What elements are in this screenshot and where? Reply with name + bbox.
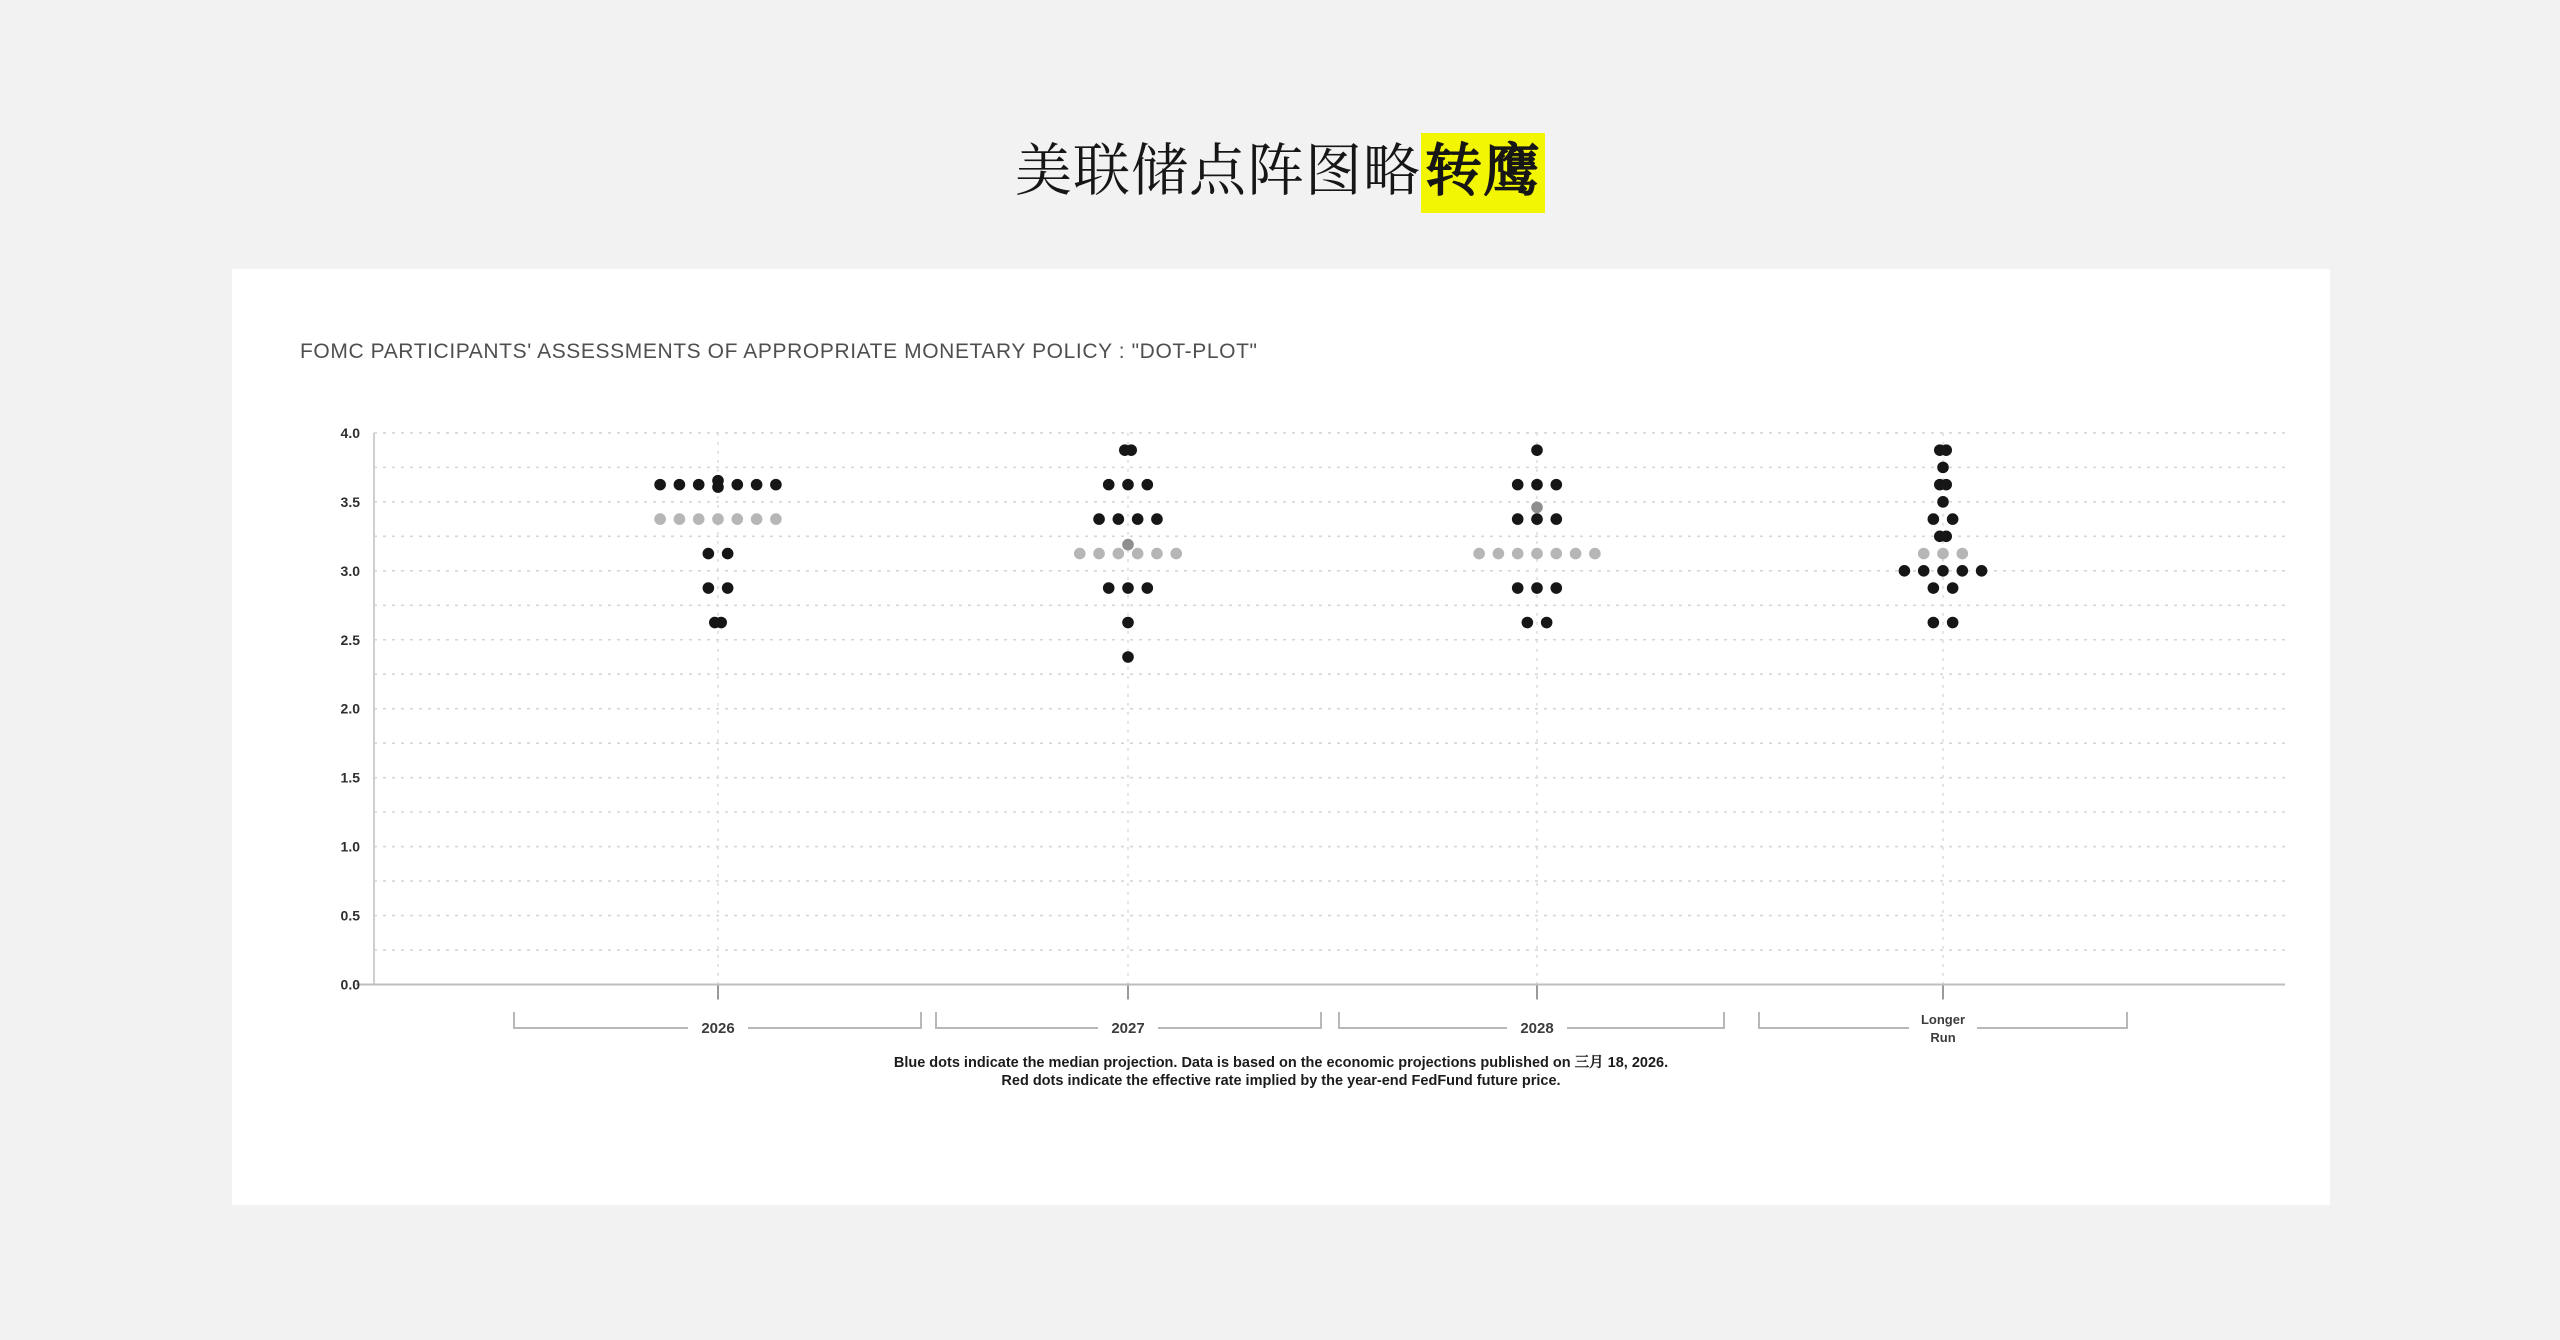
dot — [751, 479, 763, 491]
dot — [1937, 565, 1949, 577]
dot — [1976, 565, 1988, 577]
dot — [1531, 548, 1543, 560]
dot — [1928, 582, 1940, 594]
dot — [1928, 617, 1940, 629]
footnote-line-2: Red dots indicate the effective rate implied by the year-end FedFund future price. — [1001, 1073, 1561, 1089]
dot — [1142, 582, 1154, 594]
dot — [1151, 548, 1163, 560]
dot — [654, 479, 666, 491]
dot — [1512, 548, 1524, 560]
dot — [722, 582, 734, 594]
y-axis-label: 2.5 — [340, 631, 360, 648]
dot — [732, 513, 744, 525]
dot — [1531, 582, 1543, 594]
dot — [654, 513, 666, 525]
y-axis-label: 3.0 — [340, 562, 360, 579]
dot — [1918, 548, 1930, 560]
dot — [1899, 565, 1911, 577]
dot — [693, 479, 705, 491]
dot — [1125, 444, 1137, 456]
category-label: 2028 — [1520, 1020, 1554, 1037]
dot — [1093, 548, 1105, 560]
dot — [1551, 513, 1563, 525]
dot — [722, 548, 734, 560]
page-title-text: 美联储点阵图略 — [1015, 139, 1421, 203]
dot — [1113, 513, 1125, 525]
dot — [1122, 617, 1134, 629]
chart-title: FOMC PARTICIPANTS' ASSESSMENTS OF APPROPRIATE MONETARY POLICY : "DOT-PLOT" — [300, 340, 1258, 363]
y-axis-label: 0.0 — [340, 976, 360, 993]
dot — [712, 481, 724, 493]
dot — [693, 513, 705, 525]
dot — [1541, 617, 1553, 629]
y-axis-label: 4.0 — [340, 424, 360, 441]
y-axis-label: 3.5 — [340, 493, 360, 510]
dot — [1551, 479, 1563, 491]
dot — [1132, 513, 1144, 525]
dot — [715, 617, 727, 629]
y-axis-label: 0.5 — [340, 907, 360, 924]
dot — [1473, 548, 1485, 560]
dot — [1940, 531, 1952, 543]
dot — [1928, 513, 1940, 525]
dot — [1512, 513, 1524, 525]
category-label: Run — [1930, 1030, 1956, 1045]
dot — [1918, 565, 1930, 577]
dot — [1947, 513, 1959, 525]
dot — [674, 479, 686, 491]
dot — [770, 479, 782, 491]
dot — [1551, 548, 1563, 560]
dot — [1531, 513, 1543, 525]
dot — [674, 513, 686, 525]
dot — [1093, 513, 1105, 525]
dot — [1113, 548, 1125, 560]
dot — [1947, 617, 1959, 629]
dot — [1103, 582, 1115, 594]
dot — [1512, 582, 1524, 594]
dot — [1589, 548, 1601, 560]
dot — [1957, 565, 1969, 577]
dot — [712, 513, 724, 525]
dot — [1151, 513, 1163, 525]
dot — [1947, 582, 1959, 594]
dot — [1493, 548, 1505, 560]
dot — [1122, 651, 1134, 663]
category-label: Longer — [1920, 1012, 1966, 1027]
category-label: 2026 — [701, 1020, 735, 1037]
dot — [1522, 617, 1534, 629]
dot — [1122, 539, 1134, 551]
dot — [1122, 479, 1134, 491]
y-axis-label: 2.0 — [340, 700, 360, 717]
dot — [1937, 496, 1949, 508]
dot — [1122, 582, 1134, 594]
dot — [732, 479, 744, 491]
dot — [1940, 479, 1952, 491]
dot — [1142, 479, 1154, 491]
dot — [1940, 444, 1952, 456]
dot — [1937, 548, 1949, 560]
dot — [1531, 502, 1543, 514]
dot — [751, 513, 763, 525]
dot — [1103, 479, 1115, 491]
y-axis-label: 1.5 — [340, 769, 360, 786]
dot — [770, 513, 782, 525]
category-label: 2027 — [1111, 1020, 1145, 1037]
dot — [703, 548, 715, 560]
dot — [1170, 548, 1182, 560]
dot — [1937, 462, 1949, 474]
page-title-highlight: 转鹰 — [1421, 133, 1545, 213]
dot — [1531, 444, 1543, 456]
dot — [1957, 548, 1969, 560]
dot — [1551, 582, 1563, 594]
dot — [1074, 548, 1086, 560]
dot — [703, 582, 715, 594]
dot — [1512, 479, 1524, 491]
dot — [1132, 548, 1144, 560]
dot — [1531, 479, 1543, 491]
footnote-line-1: Blue dots indicate the median projection. Data is based on the economic projections published on 三月 18, 2026. — [893, 1055, 1669, 1071]
y-axis-label: 1.0 — [340, 838, 360, 855]
dot — [1570, 548, 1582, 560]
